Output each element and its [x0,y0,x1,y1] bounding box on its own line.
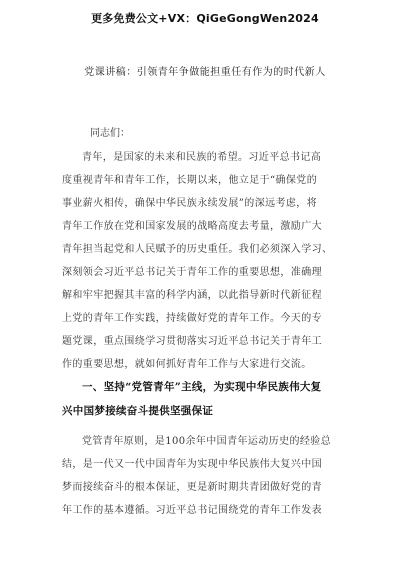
paragraph-line: 青年担当起党和人民赋予的历史重任。我们必须深入学习、 [62,244,333,255]
paragraph-line: 度重视青年和青年工作，长期以来，他立足于“确保党的 [62,175,318,186]
document-title: 党课讲稿：引领青年争做能担重任有作为的时代新人 [84,67,326,78]
paragraph-line: 党管青年原则，是100余年中国青年运动历史的经验总 [82,436,332,447]
salutation: 同志们： [90,128,130,139]
paragraph-line: 深刻领会习近平总书记关于青年工作的重要思想，准确理 [62,267,322,278]
paragraph-line: 上党的青年工作实践，持续做好党的青年工作。今天的专 [62,313,322,324]
paragraph-line: 作的重要思想，就如何抓好青年工作与大家进行交流。 [62,359,312,370]
paragraph-line: 梦而接续奋斗的根本保证，更是新时期共青团做好党的青 [62,482,322,493]
paragraph-line: 事业薪火相传，确保中华民族永续发展”的深远考虑，将 [62,198,318,209]
section-heading-1 [62,375,354,423]
paragraph-line: 结，是一代又一代中国青年为实现中华民族伟大复兴中国 [62,459,322,470]
paragraph-line: 青年，是国家的未来和民族的希望。习近平总书记高 [82,152,322,163]
heading-line: 一、坚持“党管青年”主线，为实现中华民族伟大复 [82,381,322,393]
heading-line: 兴中国梦接续奋斗提供坚强保证 [62,405,214,417]
paragraph-line: 年工作的基本遵循。习近平总书记围绕党的青年工作发表 [62,505,322,516]
paragraph-line: 青年工作放在党和国家发展的战略高度去考量，激励广大 [62,221,322,232]
paragraph-1 [62,146,352,376]
promo-banner: 更多免费公文+VX：QiGeGongWen2024 [91,12,319,25]
paragraph-2 [62,430,352,522]
paragraph-line: 题党课，重点围绕学习贯彻落实习近平总书记关于青年工 [62,336,322,347]
paragraph-line: 解和牢牢把握其丰富的科学内涵，以此指导新时代新征程 [62,290,322,301]
